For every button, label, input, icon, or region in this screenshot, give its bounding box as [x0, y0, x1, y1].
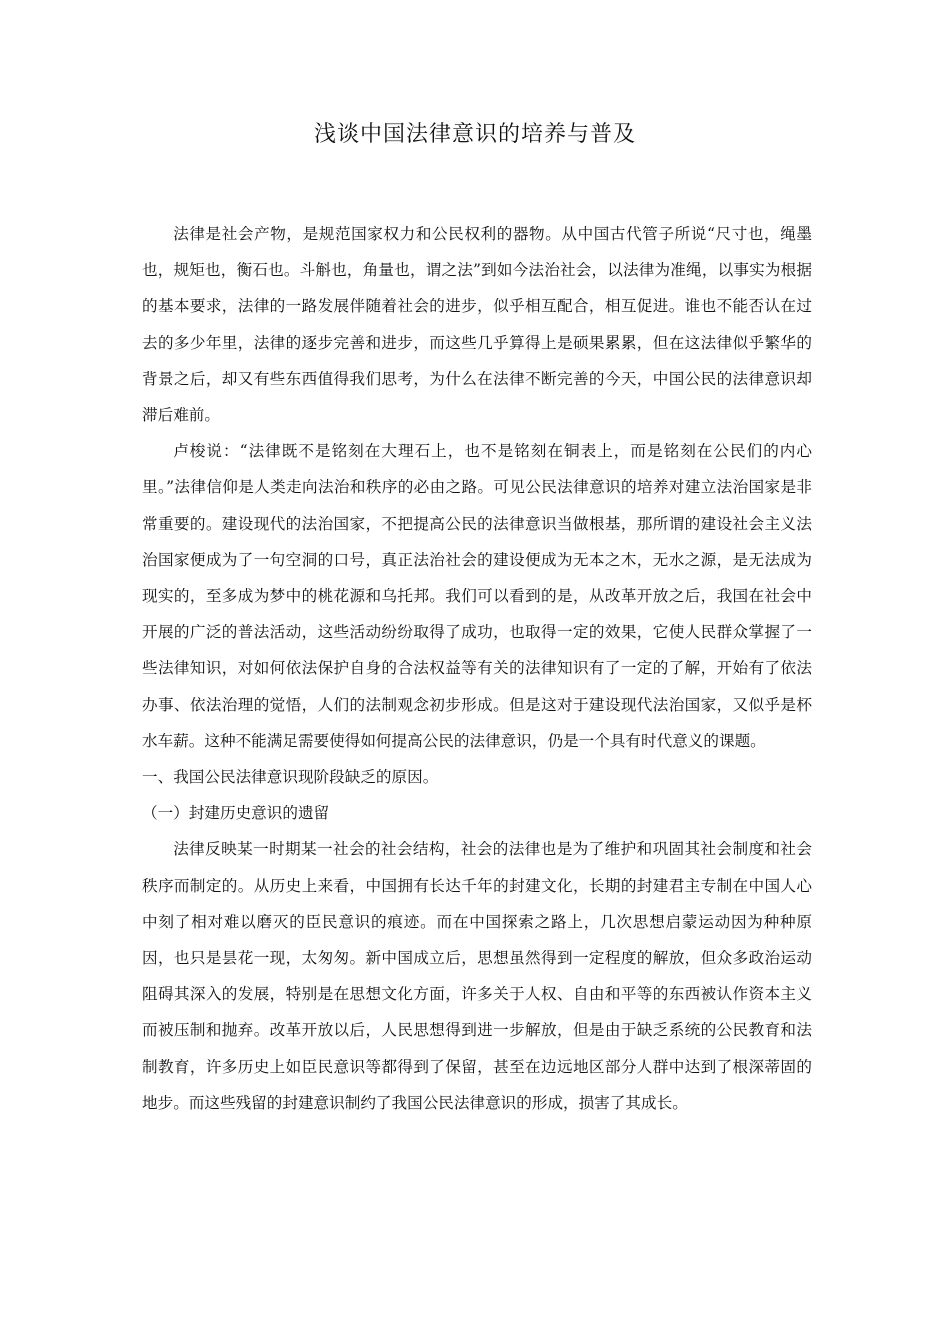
paragraph-rousseau: 卢梭说：“法律既不是铭刻在大理石上，也不是铭刻在铜表上，而是铭刻在公民们的内心里。”法律信仰是人类走向法治和秩序的必由之路。可见公民法律意识的培养对建立法治国家是非常重要的。建设现代的法治国家，不把提高公民的法律意识当做根基，那所谓的建设社会主义法治国家便成为了一句空洞的口号，真正法治社会的建设便成为无本之木，无水之源，是无法成为现实的，至多成为梦中的桃花源和乌托邦。我们可以看到的是，从改革开放之后，我国在社会中开展的广泛的普法活动，这些活动纷纷取得了成功，也取得一定的效果，它使人民群众掌握了一些法律知识，对如何依法保护自身的合法权益等有关的法律知识有了一定的了解，开始有了依法办事、依法治理的觉悟，人们的法制观念初步形成。但是这对于建设现代法治国家，又似乎是杯水车薪。这种不能满足需要使得如何提高公民的法律意识，仍是一个具有时代意义的课题。	[142, 442, 812, 750]
section-heading: 一、我国公民法律意识现阶段缺乏的原因。	[142, 768, 439, 787]
subsection-heading: （一）封建历史意识的遗留	[142, 804, 330, 823]
paragraph-intro: 法律是社会产物，是规范国家权力和公民权利的器物。从中国古代管子所说“尺寸也，绳墨也，规矩也，衡石也。斗斛也，角量也，谓之法”到如今法治社会，以法律为准绳，以事实为根据的基本要求，法律的一路发展伴随着社会的进步，似乎相互配合，相互促进。谁也不能否认在过去的多少年里，法律的逐步完善和进步，而这些几乎算得上是硕果累累，但在这法律似乎繁华的背景之后，却又有些东西值得我们思考，为什么在法律不断完善的今天，中国公民的法律意识却滞后难前。	[142, 225, 812, 425]
document-title: 浅谈中国法律意识的培养与普及	[313, 122, 636, 147]
paragraph-feudal-history: 法律反映某一时期某一社会的社会结构，社会的法律也是为了维护和巩固其社会制度和社会秩序而制定的。从历史上来看，中国拥有长达千年的封建文化，长期的封建君主专制在中国人心中刻了相对难以磨灭的臣民意识的痕迹。而在中国探索之路上，几次思想启蒙运动因为种种原因，也只是昙花一现，太匆匆。新中国成立后，思想虽然得到一定程度的解放，但众多政治运动阻碍其深入的发展，特别是在思想文化方面，许多关于人权、自由和平等的东西被认作资本主义而被压制和抛弃。改革开放以后，人民思想得到进一步解放，但是由于缺乏系统的公民教育和法制教育，许多历史上如臣民意识等都得到了保留，甚至在边远地区部分人群中达到了根深蒂固的地步。而这些残留的封建意识制约了我国公民法律意识的形成，损害了其成长。	[142, 840, 812, 1112]
document-body	[142, 216, 812, 1121]
